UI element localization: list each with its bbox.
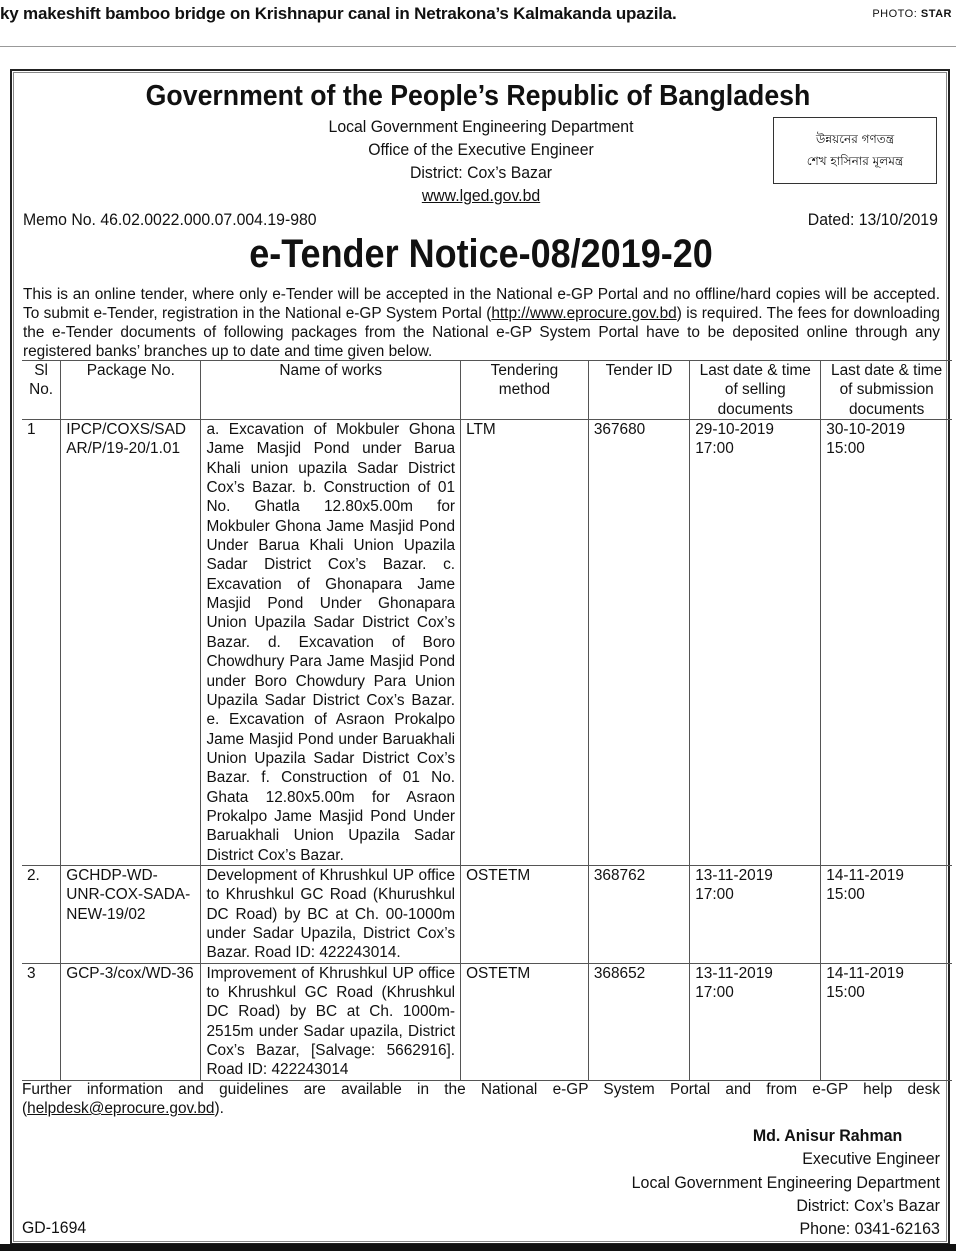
further-text: Further information and guidelines are available in the National e-GP System Portal and from e-GP help desk ( — [22, 1081, 940, 1117]
memo-date: Dated: 13/10/2019 — [807, 210, 938, 229]
table-row — [22, 420, 952, 866]
signature-block — [632, 1124, 940, 1240]
office-name: Office of the Executive Engineer — [368, 140, 594, 159]
signatory-department: Local Government Engineering Department — [631, 1172, 940, 1192]
row-method: LTM — [461, 420, 589, 866]
row-submission — [821, 865, 952, 963]
row-selling — [690, 420, 821, 866]
intro-text-2: ) is required. The fees for downloading the e-Tender documents of following packages from the National e-GP System Portal have to be deposited online through any registered banks’ branches up to date and time given below. — [23, 305, 940, 360]
row-method: OSTETM — [461, 963, 589, 1080]
header-tender-id: Tender ID — [588, 361, 689, 420]
top-divider — [0, 46, 956, 47]
government-heading: Government of the People’s Republic of Bangladesh — [145, 80, 811, 112]
selling-date: 13-11-2019 — [695, 866, 773, 884]
submission-date: 30-10-2019 — [826, 421, 906, 439]
signatory-designation: Executive Engineer — [802, 1149, 940, 1169]
row-package: IPCP/COXS/SADAR/P/19-20/1.01 — [61, 420, 201, 866]
bottom-border — [0, 1244, 956, 1251]
row-tender-id: 367680 — [588, 420, 689, 866]
header-method: Tendering method — [461, 361, 589, 420]
row-sl: 2. — [22, 865, 61, 963]
selling-date: 13-11-2019 — [695, 964, 773, 982]
department-name: Local Government Engineering Department — [328, 117, 634, 136]
table-row — [22, 963, 952, 1080]
slogan-line-1: উন্নয়নের গণতন্ত্র — [815, 132, 895, 146]
selling-time: 17:00 — [695, 440, 734, 458]
row-submission — [821, 420, 952, 866]
table-row — [22, 865, 952, 963]
submission-time: 15:00 — [826, 886, 865, 904]
row-submission — [821, 963, 952, 1080]
photo-credit — [872, 8, 952, 20]
eprocure-link[interactable]: http://www.eprocure.gov.bd — [491, 305, 677, 322]
signatory-phone: Phone: 0341-62163 — [799, 1219, 940, 1239]
memo-number: Memo No. 46.02.0022.000.07.004.19-980 — [23, 210, 317, 229]
intro-paragraph — [23, 285, 940, 361]
row-tender-id: 368652 — [588, 963, 689, 1080]
signatory-district: District: Cox’s Bazar — [796, 1195, 940, 1215]
photo-credit-source: STAR — [920, 8, 952, 20]
submission-date: 14-11-2019 — [826, 964, 904, 982]
gd-number: GD-1694 — [22, 1218, 87, 1237]
header-sl: Sl No. — [22, 361, 61, 420]
photo-credit-label: PHOTO: — [872, 8, 918, 20]
further-end: ). — [214, 1100, 224, 1117]
selling-time: 17:00 — [695, 886, 734, 904]
row-works: a. Excavation of Mokbuler Ghona Jame Masjid Pond under Barua Khali union upazila Sadar District Cox’s Bazar. b. Construction of 01 No. Ghatla 12.80x5.00m for Mokbuler Ghona Jame Masjid Pond Under Barua Khali Union Upazila Sadar District Cox’s Bazar. c. Excavation of Ghonapara Jame Masjid Pond Under Ghonapara Union Upazila Sadar District Cox’s Bazar. d. Excavation of Boro Chowdhury Para Jame Masjid Pond under Boro Chowdury Para Union Upazila Sadar District Cox’s Bazar. e. Excavation of Asraon Prokalpo Jame Masjid Pond under Baruakhali Union Upazila Sadar District Cox’s Bazar. f. Construction of 01 No. Ghata 12.80x5.00m for Asraon Prokalpo Jame Masjid Pond Under Baruakhali Union Upazila Sadar District Cox’s Bazar. — [201, 420, 461, 866]
submission-time: 15:00 — [826, 440, 865, 458]
signatory-name: Md. Anisur Rahman — [752, 1126, 903, 1145]
further-info — [22, 1080, 940, 1118]
slogan-line-2: শেখ হাসিনার মূলমন্ত্র — [806, 154, 904, 168]
intro-text-1: This is an online tender, where only e-Tender will be accepted in the National e-GP Portal and no offline/hard copies will be accepted. To submit e-Tender, registration in the National e-GP System Portal ( — [23, 286, 940, 322]
row-package: GCP-3/cox/WD-36 — [61, 963, 201, 1080]
row-works: Development of Khrushkul UP office to Khrushkul GC Road (Khurushkul DC Road) by BC at Ch. 00-1000m under Sadar Upazila, District Cox’s Bazar. Road ID: 422243014. — [201, 865, 461, 963]
slogan-box — [773, 117, 937, 184]
selling-date: 29-10-2019 — [695, 421, 774, 439]
row-package: GCHDP-WD-UNR-COX-SADA-NEW-19/02 — [61, 865, 201, 963]
header-works: Name of works — [201, 361, 461, 420]
district-name: District: Cox’s Bazar — [409, 163, 553, 182]
row-selling — [690, 865, 821, 963]
photo-caption: ky makeshift bamboo bridge on Krishnapur canal in Netrakona’s Kalmakanda upazila. — [0, 4, 677, 23]
website-line — [34, 186, 929, 206]
selling-time: 17:00 — [695, 984, 734, 1001]
tender-table — [22, 360, 952, 1081]
submission-date: 14-11-2019 — [826, 866, 904, 884]
helpdesk-email-link[interactable]: helpdesk@eprocure.gov.bd — [27, 1100, 215, 1117]
header-selling: Last date & time of selling documents — [690, 361, 821, 420]
notice-title: e-Tender Notice-08/2019-20 — [249, 232, 713, 276]
header-package: Package No. — [61, 361, 201, 420]
website-link[interactable]: www.lged.gov.bd — [421, 186, 541, 205]
row-works: Improvement of Khrushkul UP office to Khrushkul GC Road (Khrushkul DC Road) by BC at Ch. 1000m-2515m under Sadar upazila, District Cox’s Bazar, [Salvage: 5662916]. Road ID: 422243014 — [201, 963, 461, 1080]
submission-time: 15:00 — [826, 984, 865, 1001]
row-sl: 1 — [22, 420, 61, 866]
row-sl: 3 — [22, 963, 61, 1080]
table-header-row — [22, 361, 952, 420]
row-method: OSTETM — [461, 865, 589, 963]
header-submission: Last date & time of submission documents — [821, 361, 952, 420]
row-tender-id: 368762 — [588, 865, 689, 963]
row-selling — [690, 963, 821, 1080]
